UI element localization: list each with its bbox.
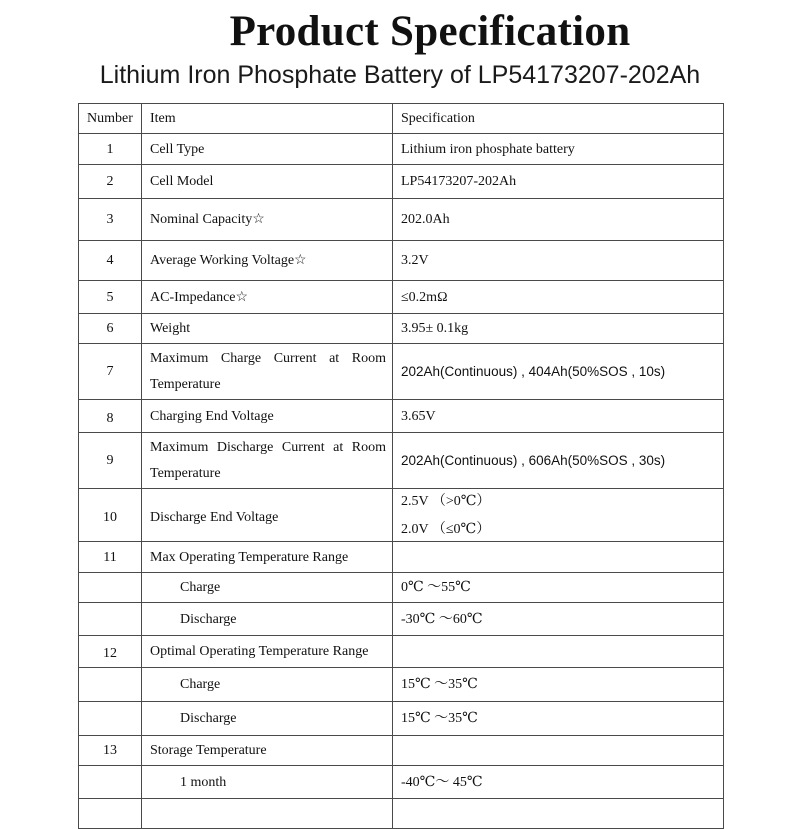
row-item: Weight xyxy=(142,314,393,344)
table-row xyxy=(79,573,724,603)
table-row xyxy=(79,314,724,344)
table-header-row xyxy=(79,104,724,134)
row-number: 3 xyxy=(79,199,142,241)
table-row xyxy=(79,489,724,542)
table-row xyxy=(79,344,724,400)
table-row xyxy=(79,542,724,573)
row-number xyxy=(79,668,142,702)
table-row xyxy=(79,165,724,199)
page-title: Product Specification xyxy=(229,8,631,55)
row-spec: Lithium iron phosphate battery xyxy=(393,134,724,165)
row-spec: 202.0Ah xyxy=(393,199,724,241)
column-header-specification: Specification xyxy=(393,104,724,134)
table-row xyxy=(79,199,724,241)
row-number: 5 xyxy=(79,281,142,314)
table-row xyxy=(79,799,724,829)
row-spec xyxy=(393,489,724,542)
row-spec xyxy=(393,799,724,829)
column-header-number: Number xyxy=(79,104,142,134)
row-item: Maximum Discharge Current at Room Temperature xyxy=(142,433,393,489)
row-item: Charging End Voltage xyxy=(142,400,393,433)
row-item: Maximum Charge Current at Room Temperature xyxy=(142,344,393,400)
page-subtitle: Lithium Iron Phosphate Battery of LP54173207-202Ah xyxy=(99,61,701,89)
row-number xyxy=(79,799,142,829)
row-item: Optimal Operating Temperature Range xyxy=(142,636,393,668)
row-number: 12 xyxy=(79,636,142,668)
column-header-item: Item xyxy=(142,104,393,134)
row-number: 6 xyxy=(79,314,142,344)
row-spec: -30℃ ～60℃ xyxy=(393,603,724,636)
row-item: Storage Temperature xyxy=(142,736,393,766)
row-spec xyxy=(393,542,724,573)
row-item: Discharge xyxy=(142,702,393,736)
table-row xyxy=(79,668,724,702)
row-item: Nominal Capacity☆ xyxy=(142,199,393,241)
row-number: 9 xyxy=(79,433,142,489)
row-number: 7 xyxy=(79,344,142,400)
row-spec: 202Ah(Continuous) , 606Ah(50%SOS , 30s) xyxy=(393,433,724,489)
row-spec: 15℃ ～35℃ xyxy=(393,668,724,702)
row-spec: ≤0.2mΩ xyxy=(393,281,724,314)
table-row xyxy=(79,433,724,489)
table-row xyxy=(79,702,724,736)
row-spec: 202Ah(Continuous) , 404Ah(50%SOS , 10s) xyxy=(393,344,724,400)
row-spec: 3.65V xyxy=(393,400,724,433)
row-spec: 0℃ ～55℃ xyxy=(393,573,724,603)
row-item: AC-Impedance☆ xyxy=(142,281,393,314)
row-number: 1 xyxy=(79,134,142,165)
row-item xyxy=(142,799,393,829)
row-spec: -40℃～ 45℃ xyxy=(393,766,724,799)
row-item: Max Operating Temperature Range xyxy=(142,542,393,573)
row-item: Cell Type xyxy=(142,134,393,165)
row-spec xyxy=(393,736,724,766)
row-item: Charge xyxy=(142,668,393,702)
table-row xyxy=(79,400,724,433)
spec-line: 2.0V （≤0℃） xyxy=(401,521,491,537)
table-row xyxy=(79,766,724,799)
row-item: Cell Model xyxy=(142,165,393,199)
row-number xyxy=(79,573,142,603)
row-item: Charge xyxy=(142,573,393,603)
row-number xyxy=(79,603,142,636)
row-item: 1 month xyxy=(142,766,393,799)
row-item: Discharge xyxy=(142,603,393,636)
row-spec: LP54173207-202Ah xyxy=(393,165,724,199)
table-row xyxy=(79,134,724,165)
row-spec: 3.2V xyxy=(393,241,724,281)
spec-table xyxy=(78,103,724,829)
row-number: 11 xyxy=(79,542,142,573)
row-spec: 3.95± 0.1kg xyxy=(393,314,724,344)
row-number: 13 xyxy=(79,736,142,766)
table-row xyxy=(79,603,724,636)
table-row xyxy=(79,736,724,766)
row-item: Discharge End Voltage xyxy=(142,489,393,542)
row-number: 4 xyxy=(79,241,142,281)
row-spec: 15℃ ～35℃ xyxy=(393,702,724,736)
table-row xyxy=(79,636,724,668)
row-spec xyxy=(393,636,724,668)
row-number xyxy=(79,702,142,736)
spec-line: 2.5V （>0℃） xyxy=(401,493,491,509)
table-row xyxy=(79,281,724,314)
table-row xyxy=(79,241,724,281)
row-item: Average Working Voltage☆ xyxy=(142,241,393,281)
row-number: 10 xyxy=(79,489,142,542)
row-number xyxy=(79,766,142,799)
row-number: 8 xyxy=(79,400,142,433)
row-number: 2 xyxy=(79,165,142,199)
